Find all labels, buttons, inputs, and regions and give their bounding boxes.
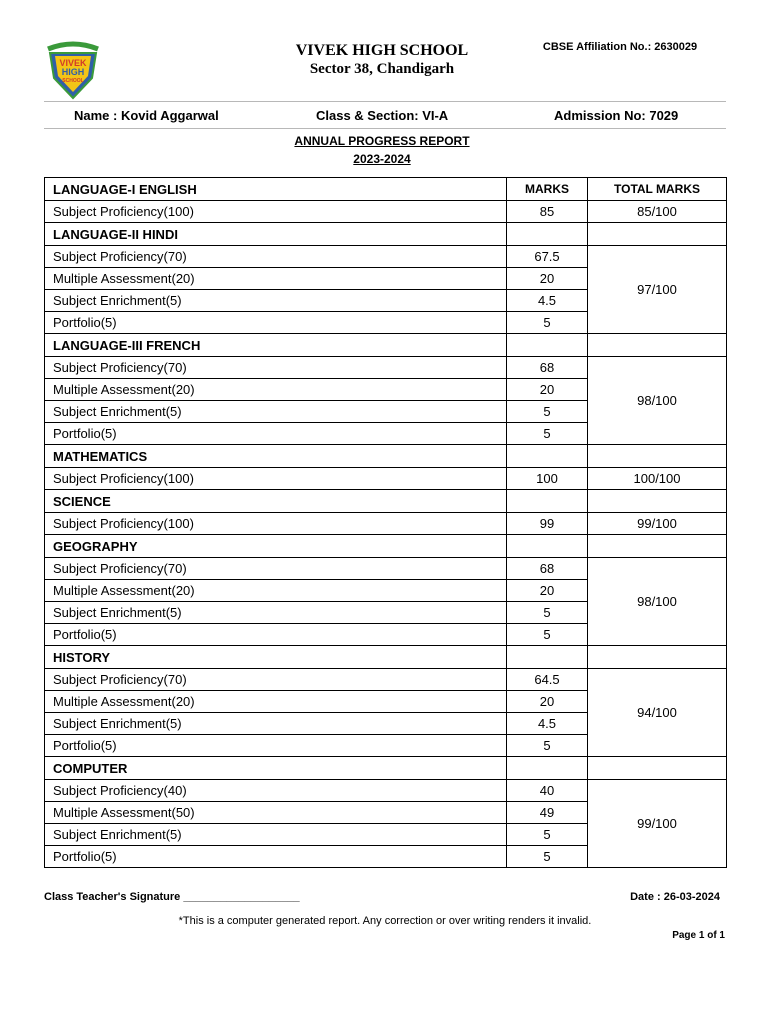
assessment-marks: 68 [507, 357, 588, 379]
assessment-label: Multiple Assessment(20) [45, 691, 507, 713]
assessment-row [45, 246, 727, 268]
logo-text-line1: VIVEK [59, 58, 87, 68]
subject-header-row [45, 490, 727, 513]
logo-text-line2: HIGH [61, 67, 85, 77]
subject-total: 99/100 [588, 780, 727, 868]
assessment-marks: 5 [507, 401, 588, 423]
assessment-label: Subject Proficiency(70) [45, 558, 507, 580]
empty-cell [507, 757, 588, 780]
assessment-row [45, 780, 727, 802]
assessment-marks: 5 [507, 735, 588, 757]
assessment-label: Subject Enrichment(5) [45, 602, 507, 624]
assessment-marks: 20 [507, 379, 588, 401]
subject-header-row [45, 445, 727, 468]
assessment-label: Portfolio(5) [45, 846, 507, 868]
assessment-label: Subject Proficiency(40) [45, 780, 507, 802]
assessment-row [45, 357, 727, 379]
subject-name: MATHEMATICS [45, 445, 507, 468]
assessment-marks: 40 [507, 780, 588, 802]
assessment-label: Multiple Assessment(20) [45, 580, 507, 602]
subject-total: 85/100 [588, 201, 727, 223]
subject-header-row [45, 535, 727, 558]
empty-cell [507, 490, 588, 513]
assessment-marks: 4.5 [507, 290, 588, 312]
assessment-label: Portfolio(5) [45, 624, 507, 646]
subject-header-row [45, 646, 727, 669]
assessment-marks: 20 [507, 268, 588, 290]
report-title: ANNUAL PROGRESS REPORT [294, 134, 470, 148]
subject-header-row [45, 334, 727, 357]
empty-cell [507, 223, 588, 246]
assessment-marks: 99 [507, 513, 588, 535]
assessment-label: Multiple Assessment(20) [45, 379, 507, 401]
class-section: Class & Section: VI-A [316, 108, 449, 123]
assessment-marks: 5 [507, 602, 588, 624]
empty-cell [588, 757, 727, 780]
subject-name: SCIENCE [45, 490, 507, 513]
assessment-row [45, 558, 727, 580]
report-year: 2023-2024 [353, 152, 411, 166]
assessment-marks: 67.5 [507, 246, 588, 268]
empty-cell [588, 223, 727, 246]
assessment-marks: 5 [507, 624, 588, 646]
student-info-bar [44, 101, 726, 129]
assessment-row [45, 468, 727, 490]
assessment-label: Subject Enrichment(5) [45, 290, 507, 312]
subject-total: 100/100 [588, 468, 727, 490]
assessment-marks: 5 [507, 846, 588, 868]
assessment-row [45, 201, 727, 223]
assessment-label: Multiple Assessment(20) [45, 268, 507, 290]
subject-name: LANGUAGE-II HINDI [45, 223, 507, 246]
empty-cell [507, 334, 588, 357]
page-number: Page 1 of 1 [672, 930, 725, 941]
school-crest-icon [42, 40, 104, 100]
logo-text-line3: SCHOOL [62, 78, 84, 84]
empty-cell [507, 535, 588, 558]
empty-cell [588, 490, 727, 513]
assessment-marks: 100 [507, 468, 588, 490]
assessment-marks: 20 [507, 580, 588, 602]
student-name: Name : Kovid Aggarwal [74, 108, 219, 123]
assessment-label: Subject Enrichment(5) [45, 713, 507, 735]
assessment-marks: 5 [507, 312, 588, 334]
empty-cell [588, 646, 727, 669]
assessment-label: Subject Proficiency(100) [45, 468, 507, 490]
subject-name: LANGUAGE-I ENGLISH [45, 178, 507, 201]
teacher-signature: Class Teacher's Signature ___________________ [44, 891, 300, 903]
subject-total: 98/100 [588, 357, 727, 445]
total-marks-column-header: TOTAL MARKS [588, 178, 727, 201]
marks-column-header: MARKS [507, 178, 588, 201]
subject-header-row [45, 757, 727, 780]
affiliation-number: CBSE Affiliation No.: 2630029 [542, 41, 698, 53]
subject-name: HISTORY [45, 646, 507, 669]
admission-number: Admission No: 7029 [554, 108, 679, 123]
assessment-label: Subject Enrichment(5) [45, 824, 507, 846]
subject-total: 98/100 [588, 558, 727, 646]
assessment-label: Subject Proficiency(70) [45, 246, 507, 268]
assessment-label: Subject Enrichment(5) [45, 401, 507, 423]
empty-cell [507, 445, 588, 468]
subject-total: 99/100 [588, 513, 727, 535]
subject-header-row [45, 178, 727, 201]
empty-cell [588, 535, 727, 558]
assessment-marks: 20 [507, 691, 588, 713]
subject-total: 94/100 [588, 669, 727, 757]
subject-total: 97/100 [588, 246, 727, 334]
assessment-marks: 85 [507, 201, 588, 223]
assessment-label: Portfolio(5) [45, 735, 507, 757]
assessment-label: Portfolio(5) [45, 423, 507, 445]
empty-cell [507, 646, 588, 669]
school-address: Sector 38, Chandigarh [309, 61, 455, 77]
empty-cell [588, 445, 727, 468]
assessment-row [45, 669, 727, 691]
disclaimer-note: *This is a computer generated report. Any correction or over writing renders it invalid. [178, 915, 592, 927]
school-logo [42, 40, 104, 100]
assessment-label: Subject Proficiency(100) [45, 513, 507, 535]
assessment-marks: 5 [507, 423, 588, 445]
subject-name: GEOGRAPHY [45, 535, 507, 558]
subject-name: LANGUAGE-III FRENCH [45, 334, 507, 357]
assessment-label: Subject Proficiency(70) [45, 357, 507, 379]
marks-table [44, 177, 727, 868]
empty-cell [588, 334, 727, 357]
assessment-marks: 4.5 [507, 713, 588, 735]
assessment-marks: 64.5 [507, 669, 588, 691]
assessment-marks: 5 [507, 824, 588, 846]
school-name: VIVEK HIGH SCHOOL [295, 42, 469, 59]
subject-name: COMPUTER [45, 757, 507, 780]
assessment-row [45, 513, 727, 535]
assessment-label: Multiple Assessment(50) [45, 802, 507, 824]
subject-header-row [45, 223, 727, 246]
assessment-label: Subject Proficiency(100) [45, 201, 507, 223]
assessment-marks: 49 [507, 802, 588, 824]
assessment-label: Portfolio(5) [45, 312, 507, 334]
report-date: Date : 26-03-2024 [630, 891, 720, 903]
assessment-label: Subject Proficiency(70) [45, 669, 507, 691]
assessment-marks: 68 [507, 558, 588, 580]
